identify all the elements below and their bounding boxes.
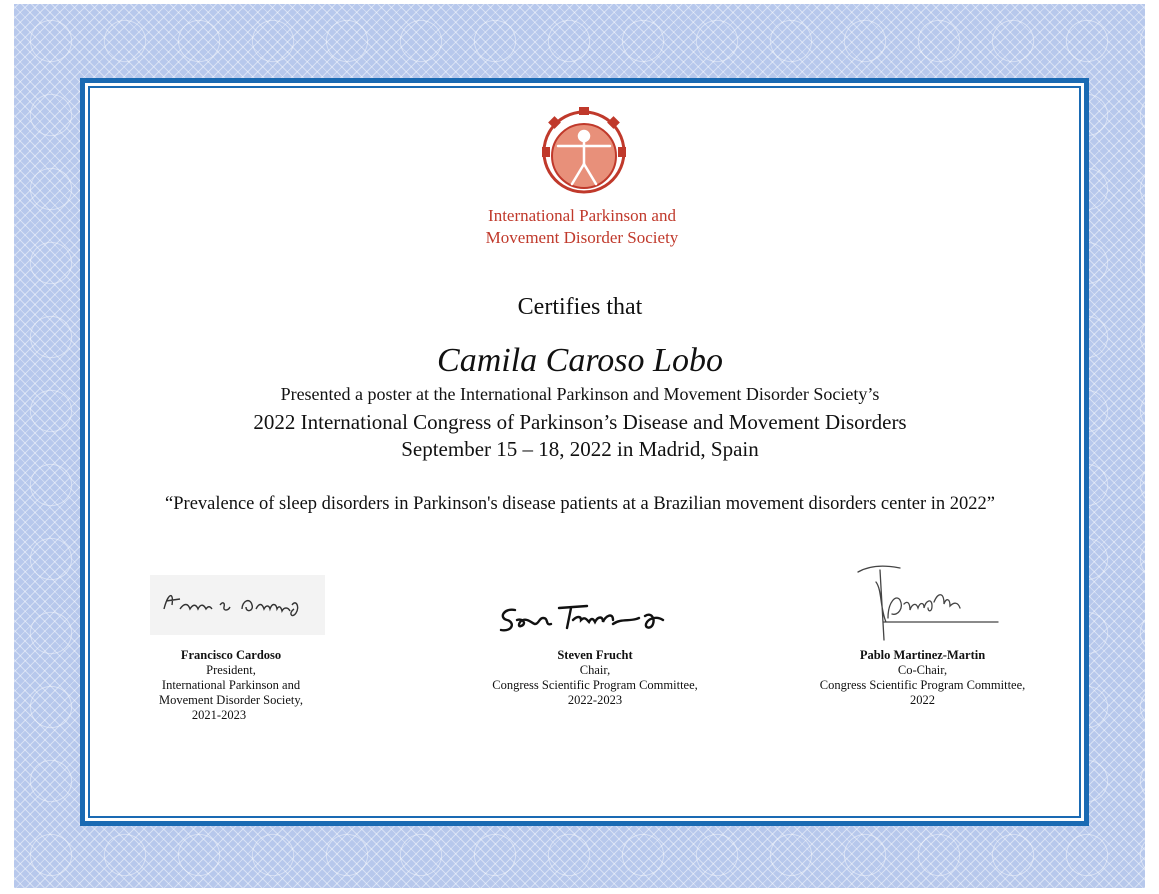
congress-name: 2022 International Congress of Parkinson’s Disease and Movement Disorders bbox=[253, 410, 907, 434]
organization-name bbox=[400, 205, 764, 249]
signatory-role: Co-Chair, bbox=[897, 663, 948, 677]
signatory-name: Francisco Cardoso bbox=[180, 648, 282, 662]
signatory-pablo-martinez-martin bbox=[790, 648, 1055, 708]
signatory-name: Steven Frucht bbox=[557, 648, 633, 662]
signatory-steven-frucht bbox=[455, 648, 735, 708]
signatory-role: Movement Disorder Society, bbox=[159, 693, 303, 707]
organization-name-line1: International Parkinson and bbox=[488, 206, 676, 225]
congress-date-location: September 15 – 18, 2022 in Madrid, Spain bbox=[401, 437, 759, 461]
signatory-role: 2022 bbox=[910, 693, 935, 707]
vitruvian-man-gear-logo-icon bbox=[538, 106, 630, 198]
poster-title: “Prevalence of sleep disorders in Parkinson's disease patients at a Brazilian movement disorders center in 2022” bbox=[165, 494, 995, 514]
signatory-francisco-cardoso bbox=[120, 648, 342, 723]
signature-francisco-cardoso bbox=[150, 575, 325, 635]
signatory-role: Chair, bbox=[579, 663, 611, 677]
signatory-role: 2021-2023 bbox=[191, 708, 247, 722]
presentation-line: Presented a poster at the International Parkinson and Movement Disorder Society’s bbox=[280, 384, 880, 404]
signatory-role: President, bbox=[206, 663, 256, 677]
signatory-role: 2022-2023 bbox=[567, 693, 623, 707]
recipient-name: Camila Caroso Lobo bbox=[437, 342, 723, 379]
signature-steven-frucht bbox=[495, 598, 685, 643]
signatory-role: Congress Scientific Program Committee, bbox=[492, 678, 698, 692]
signatory-role: Congress Scientific Program Committee, bbox=[819, 678, 1026, 692]
signature-pablo-martinez-martin bbox=[850, 560, 1000, 645]
signatory-name: Pablo Martinez-Martin bbox=[859, 648, 986, 662]
certifies-heading: Certifies that bbox=[517, 294, 643, 320]
signatory-role: International Parkinson and bbox=[161, 678, 301, 692]
organization-name-line2: Movement Disorder Society bbox=[485, 228, 679, 247]
